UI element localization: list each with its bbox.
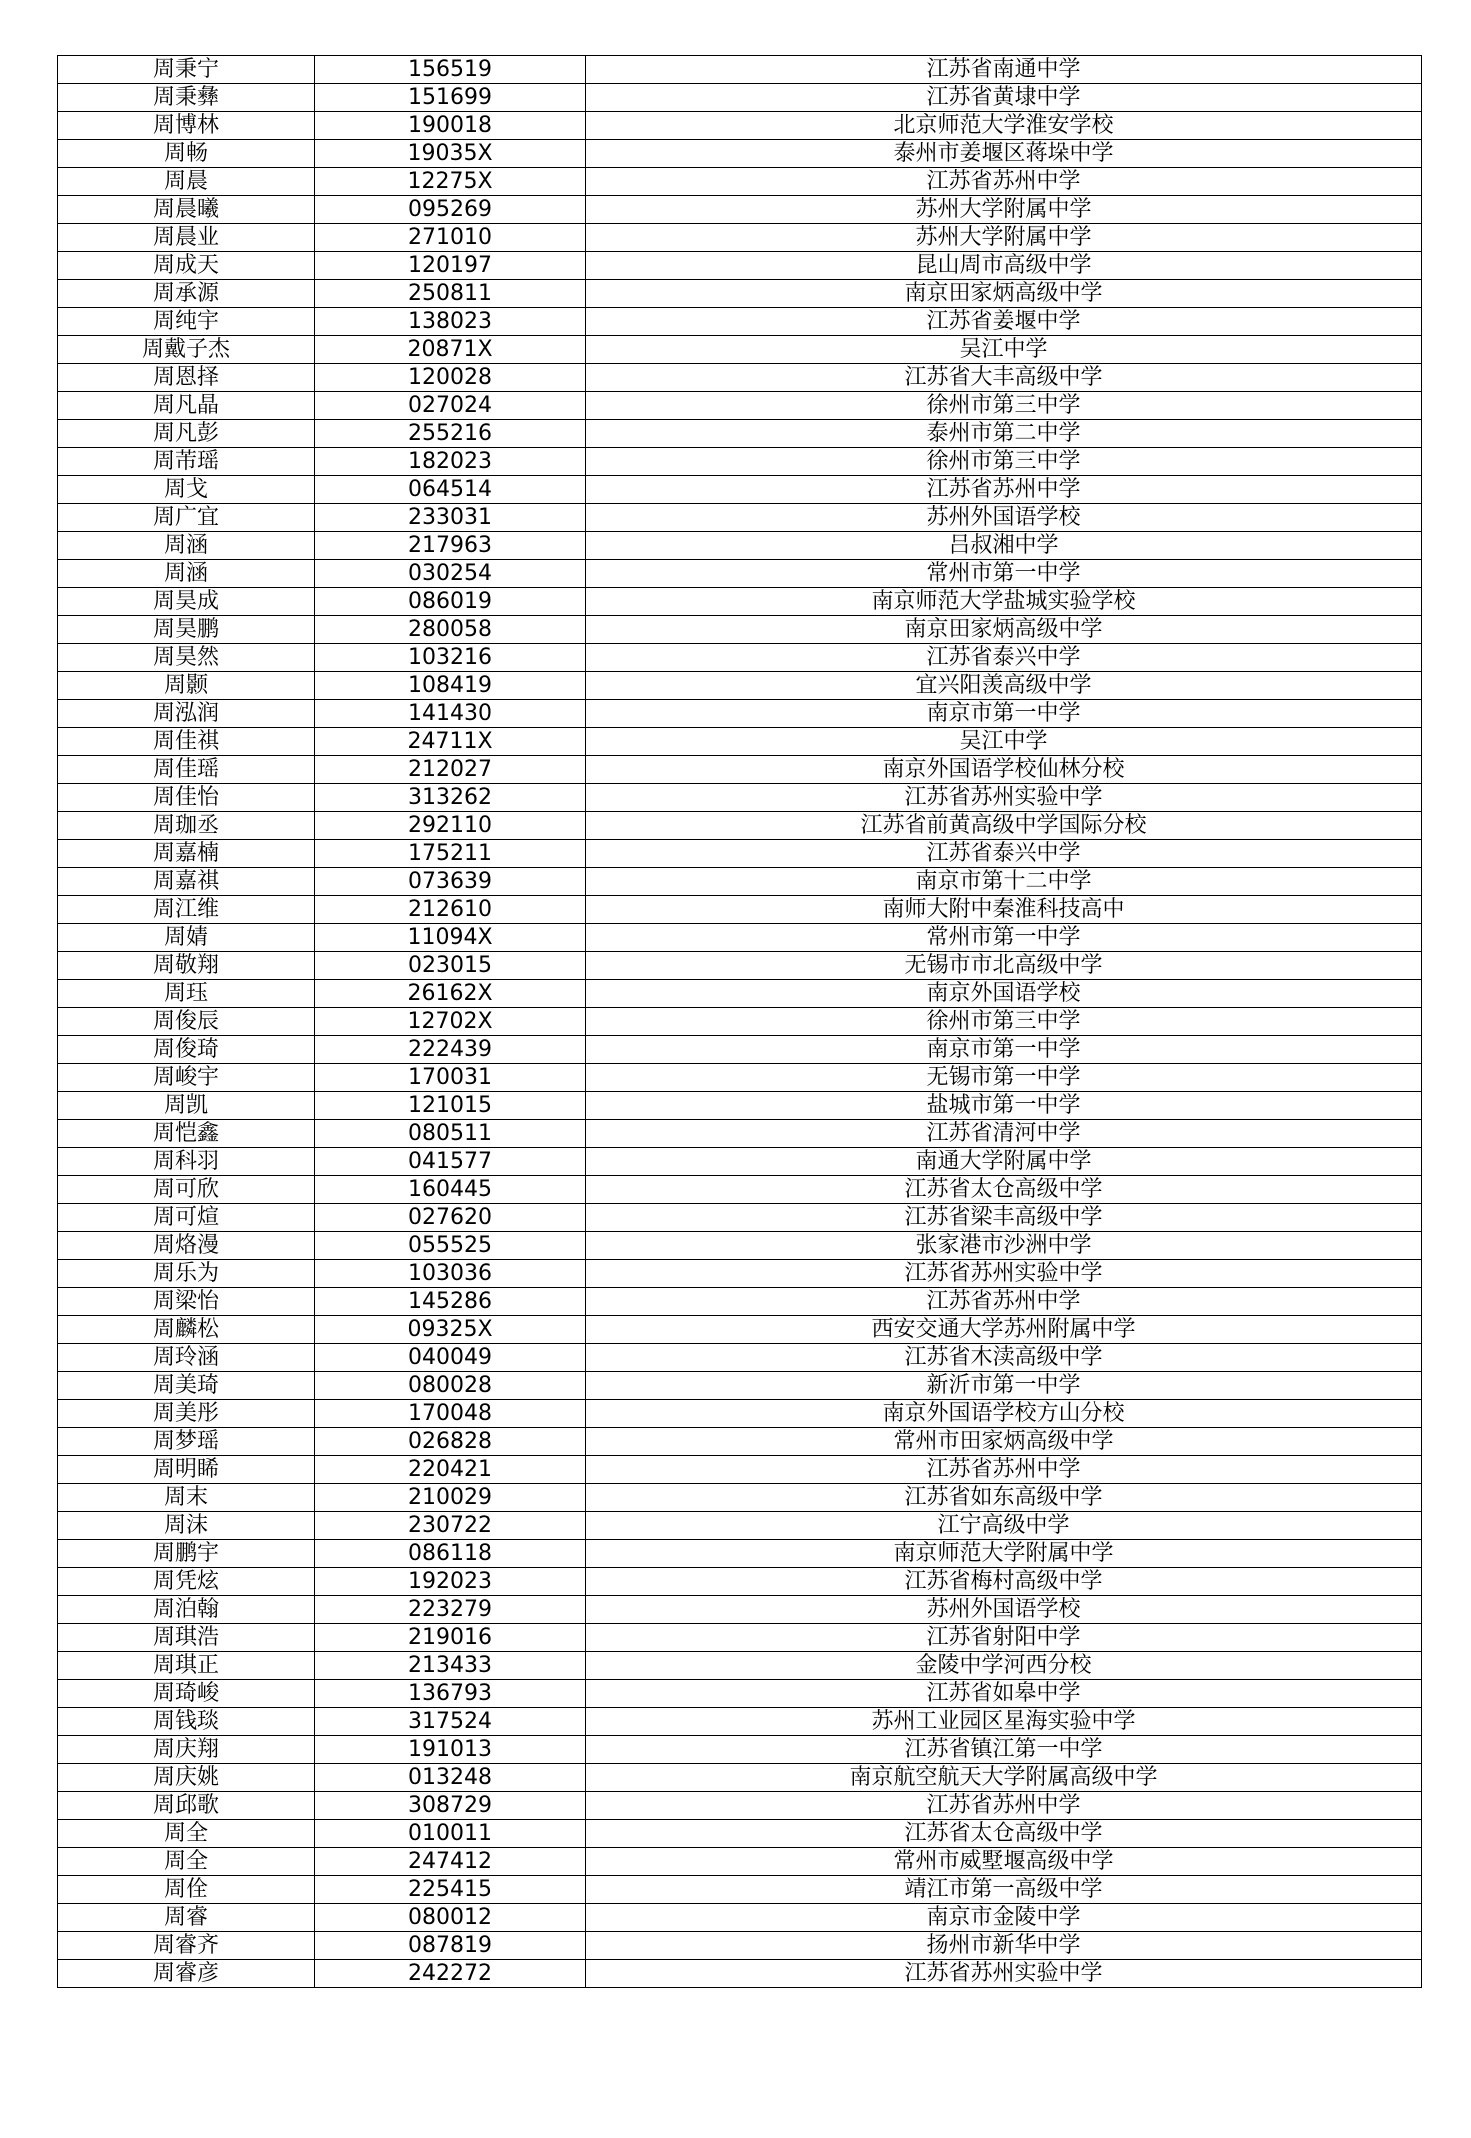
- school-name-cell: 靖江市第一高级中学: [586, 1876, 1422, 1904]
- table-row: [58, 1764, 1422, 1792]
- student-name-cell: 周泊翰: [58, 1596, 315, 1624]
- student-name-cell: 周庆翔: [58, 1736, 315, 1764]
- student-name-cell: 周可欣: [58, 1176, 315, 1204]
- student-name-cell: 周麟松: [58, 1316, 315, 1344]
- student-id-cell: 225415: [315, 1876, 586, 1904]
- school-name-cell: 江苏省泰兴中学: [586, 840, 1422, 868]
- student-id-cell: 141430: [315, 700, 586, 728]
- table-row: [58, 168, 1422, 196]
- table-row: [58, 420, 1422, 448]
- student-id-cell: 108419: [315, 672, 586, 700]
- student-id-cell: 120197: [315, 252, 586, 280]
- table-row: [58, 1204, 1422, 1232]
- table-row: [58, 280, 1422, 308]
- school-name-cell: 南京师范大学附属中学: [586, 1540, 1422, 1568]
- table-row: [58, 1708, 1422, 1736]
- student-id-cell: 136793: [315, 1680, 586, 1708]
- school-name-cell: 江苏省苏州实验中学: [586, 784, 1422, 812]
- table-row: [58, 1904, 1422, 1932]
- student-name-cell: 周珏: [58, 980, 315, 1008]
- student-id-cell: 121015: [315, 1092, 586, 1120]
- table-row: [58, 868, 1422, 896]
- table-row: [58, 1876, 1422, 1904]
- student-name-cell: 周琦峻: [58, 1680, 315, 1708]
- table-row: [58, 1372, 1422, 1400]
- table-row: [58, 980, 1422, 1008]
- table-row: [58, 1344, 1422, 1372]
- school-name-cell: 吴江中学: [586, 728, 1422, 756]
- student-id-cell: 064514: [315, 476, 586, 504]
- student-name-cell: 周邱歌: [58, 1792, 315, 1820]
- student-id-cell: 080028: [315, 1372, 586, 1400]
- school-name-cell: 江苏省苏州中学: [586, 1456, 1422, 1484]
- student-name-cell: 周梦瑶: [58, 1428, 315, 1456]
- student-name-cell: 周恩择: [58, 364, 315, 392]
- student-id-cell: 182023: [315, 448, 586, 476]
- student-name-cell: 周戴子杰: [58, 336, 315, 364]
- student-id-cell: 026828: [315, 1428, 586, 1456]
- student-name-cell: 周峻宇: [58, 1064, 315, 1092]
- student-name-cell: 周恺鑫: [58, 1120, 315, 1148]
- student-id-cell: 175211: [315, 840, 586, 868]
- table-row: [58, 1568, 1422, 1596]
- table-row: [58, 616, 1422, 644]
- student-id-cell: 191013: [315, 1736, 586, 1764]
- student-id-cell: 138023: [315, 308, 586, 336]
- student-id-cell: 317524: [315, 1708, 586, 1736]
- school-name-cell: 江苏省大丰高级中学: [586, 364, 1422, 392]
- student-name-cell: 周凭炫: [58, 1568, 315, 1596]
- student-id-cell: 26162X: [315, 980, 586, 1008]
- table-row: [58, 1596, 1422, 1624]
- table-row: [58, 1512, 1422, 1540]
- school-name-cell: 吕叔湘中学: [586, 532, 1422, 560]
- student-name-cell: 周睿: [58, 1904, 315, 1932]
- school-name-cell: 苏州外国语学校: [586, 504, 1422, 532]
- student-id-cell: 219016: [315, 1624, 586, 1652]
- student-name-cell: 周佳祺: [58, 728, 315, 756]
- school-name-cell: 南京市第一中学: [586, 700, 1422, 728]
- student-name-cell: 周成天: [58, 252, 315, 280]
- school-name-cell: 江苏省太仓高级中学: [586, 1176, 1422, 1204]
- student-name-cell: 周睿彦: [58, 1960, 315, 1988]
- student-id-cell: 223279: [315, 1596, 586, 1624]
- table-row: [58, 1092, 1422, 1120]
- table-row: [58, 840, 1422, 868]
- student-id-cell: 055525: [315, 1232, 586, 1260]
- student-name-cell: 周琪浩: [58, 1624, 315, 1652]
- school-name-cell: 无锡市市北高级中学: [586, 952, 1422, 980]
- student-name-cell: 周凯: [58, 1092, 315, 1120]
- school-name-cell: 苏州大学附属中学: [586, 196, 1422, 224]
- student-id-cell: 09325X: [315, 1316, 586, 1344]
- student-name-cell: 周纯宇: [58, 308, 315, 336]
- school-name-cell: 南京田家炳高级中学: [586, 616, 1422, 644]
- table-row: [58, 364, 1422, 392]
- student-name-cell: 周涵: [58, 560, 315, 588]
- student-name-cell: 周末: [58, 1484, 315, 1512]
- student-name-cell: 周昊成: [58, 588, 315, 616]
- student-id-cell: 212027: [315, 756, 586, 784]
- table-row: [58, 1624, 1422, 1652]
- table-row: [58, 1652, 1422, 1680]
- school-name-cell: 新沂市第一中学: [586, 1372, 1422, 1400]
- table-row: [58, 1400, 1422, 1428]
- student-name-cell: 周嘉祺: [58, 868, 315, 896]
- school-name-cell: 南京市第一中学: [586, 1036, 1422, 1064]
- student-id-cell: 271010: [315, 224, 586, 252]
- student-id-cell: 041577: [315, 1148, 586, 1176]
- table-row: [58, 1484, 1422, 1512]
- student-name-cell: 周佺: [58, 1876, 315, 1904]
- student-name-cell: 周明睎: [58, 1456, 315, 1484]
- school-name-cell: 南京外国语学校仙林分校: [586, 756, 1422, 784]
- student-name-cell: 周昊然: [58, 644, 315, 672]
- table-row: [58, 1456, 1422, 1484]
- school-name-cell: 江苏省木渎高级中学: [586, 1344, 1422, 1372]
- school-name-cell: 江苏省苏州中学: [586, 476, 1422, 504]
- student-name-cell: 周敬翔: [58, 952, 315, 980]
- school-name-cell: 泰州市姜堰区蒋垛中学: [586, 140, 1422, 168]
- school-name-cell: 江宁高级中学: [586, 1512, 1422, 1540]
- student-id-cell: 103036: [315, 1260, 586, 1288]
- table-row: [58, 1064, 1422, 1092]
- table-row: [58, 448, 1422, 476]
- school-name-cell: 泰州市第二中学: [586, 420, 1422, 448]
- table-row: [58, 728, 1422, 756]
- school-name-cell: 江苏省如东高级中学: [586, 1484, 1422, 1512]
- table-row: [58, 1932, 1422, 1960]
- student-id-cell: 086118: [315, 1540, 586, 1568]
- school-name-cell: 常州市威墅堰高级中学: [586, 1848, 1422, 1876]
- school-name-cell: 昆山周市高级中学: [586, 252, 1422, 280]
- school-name-cell: 北京师范大学淮安学校: [586, 112, 1422, 140]
- table-row: [58, 700, 1422, 728]
- table-row: [58, 476, 1422, 504]
- school-name-cell: 苏州工业园区星海实验中学: [586, 1708, 1422, 1736]
- student-name-cell: 周婧: [58, 924, 315, 952]
- table-row: [58, 1540, 1422, 1568]
- student-name-cell: 周涵: [58, 532, 315, 560]
- table-row: [58, 672, 1422, 700]
- student-id-cell: 213433: [315, 1652, 586, 1680]
- student-name-cell: 周全: [58, 1848, 315, 1876]
- student-name-cell: 周昊鹏: [58, 616, 315, 644]
- student-name-cell: 周晨业: [58, 224, 315, 252]
- student-name-cell: 周俊琦: [58, 1036, 315, 1064]
- table-row: [58, 1316, 1422, 1344]
- student-id-cell: 080511: [315, 1120, 586, 1148]
- student-id-cell: 040049: [315, 1344, 586, 1372]
- student-name-cell: 周科羽: [58, 1148, 315, 1176]
- student-id-cell: 103216: [315, 644, 586, 672]
- school-name-cell: 苏州外国语学校: [586, 1596, 1422, 1624]
- student-name-cell: 周沫: [58, 1512, 315, 1540]
- student-name-cell: 周可煊: [58, 1204, 315, 1232]
- table-row: [58, 560, 1422, 588]
- table-row: [58, 1680, 1422, 1708]
- school-name-cell: 南京外国语学校方山分校: [586, 1400, 1422, 1428]
- student-id-cell: 027620: [315, 1204, 586, 1232]
- school-name-cell: 江苏省泰兴中学: [586, 644, 1422, 672]
- table-row: [58, 1260, 1422, 1288]
- student-name-cell: 周秉彝: [58, 84, 315, 112]
- school-name-cell: 常州市第一中学: [586, 560, 1422, 588]
- table-row: [58, 952, 1422, 980]
- table-row: [58, 1736, 1422, 1764]
- student-id-cell: 20871X: [315, 336, 586, 364]
- school-name-cell: 江苏省姜堰中学: [586, 308, 1422, 336]
- school-name-cell: 金陵中学河西分校: [586, 1652, 1422, 1680]
- school-name-cell: 徐州市第三中学: [586, 448, 1422, 476]
- student-name-cell: 周畅: [58, 140, 315, 168]
- school-name-cell: 江苏省苏州实验中学: [586, 1260, 1422, 1288]
- school-name-cell: 张家港市沙洲中学: [586, 1232, 1422, 1260]
- student-name-cell: 周泓润: [58, 700, 315, 728]
- student-id-cell: 313262: [315, 784, 586, 812]
- student-id-cell: 010011: [315, 1820, 586, 1848]
- student-name-cell: 周博林: [58, 112, 315, 140]
- roster-table-body: [58, 56, 1422, 1988]
- school-name-cell: 盐城市第一中学: [586, 1092, 1422, 1120]
- school-name-cell: 江苏省镇江第一中学: [586, 1736, 1422, 1764]
- school-name-cell: 南京航空航天大学附属高级中学: [586, 1764, 1422, 1792]
- table-row: [58, 336, 1422, 364]
- student-id-cell: 095269: [315, 196, 586, 224]
- table-row: [58, 1036, 1422, 1064]
- student-name-cell: 周鹏宇: [58, 1540, 315, 1568]
- school-name-cell: 常州市田家炳高级中学: [586, 1428, 1422, 1456]
- table-row: [58, 1148, 1422, 1176]
- table-row: [58, 756, 1422, 784]
- school-name-cell: 江苏省黄埭中学: [586, 84, 1422, 112]
- student-name-cell: 周颢: [58, 672, 315, 700]
- student-name-cell: 周睿齐: [58, 1932, 315, 1960]
- student-name-cell: 周晨曦: [58, 196, 315, 224]
- student-id-cell: 242272: [315, 1960, 586, 1988]
- school-name-cell: 南京市第十二中学: [586, 868, 1422, 896]
- student-id-cell: 19035X: [315, 140, 586, 168]
- student-id-cell: 230722: [315, 1512, 586, 1540]
- school-name-cell: 无锡市第一中学: [586, 1064, 1422, 1092]
- student-name-cell: 周广宜: [58, 504, 315, 532]
- student-id-cell: 190018: [315, 112, 586, 140]
- table-row: [58, 924, 1422, 952]
- student-name-cell: 周佳怡: [58, 784, 315, 812]
- student-id-cell: 220421: [315, 1456, 586, 1484]
- student-name-cell: 周乐为: [58, 1260, 315, 1288]
- student-id-cell: 080012: [315, 1904, 586, 1932]
- student-name-cell: 周秉宁: [58, 56, 315, 84]
- table-row: [58, 56, 1422, 84]
- school-name-cell: 江苏省前黄高级中学国际分校: [586, 812, 1422, 840]
- school-name-cell: 南京市金陵中学: [586, 1904, 1422, 1932]
- table-row: [58, 1176, 1422, 1204]
- student-id-cell: 247412: [315, 1848, 586, 1876]
- table-row: [58, 392, 1422, 420]
- table-row: [58, 224, 1422, 252]
- school-name-cell: 吴江中学: [586, 336, 1422, 364]
- student-name-cell: 周琪正: [58, 1652, 315, 1680]
- student-name-cell: 周凡彭: [58, 420, 315, 448]
- table-row: [58, 784, 1422, 812]
- student-name-cell: 周梁怡: [58, 1288, 315, 1316]
- student-id-cell: 250811: [315, 280, 586, 308]
- school-name-cell: 江苏省射阳中学: [586, 1624, 1422, 1652]
- roster-table: [57, 55, 1422, 1988]
- school-name-cell: 南京外国语学校: [586, 980, 1422, 1008]
- student-name-cell: 周江维: [58, 896, 315, 924]
- table-row: [58, 1428, 1422, 1456]
- school-name-cell: 江苏省南通中学: [586, 56, 1422, 84]
- table-row: [58, 252, 1422, 280]
- table-row: [58, 140, 1422, 168]
- student-id-cell: 027024: [315, 392, 586, 420]
- school-name-cell: 江苏省如皋中学: [586, 1680, 1422, 1708]
- student-name-cell: 周玲涵: [58, 1344, 315, 1372]
- school-name-cell: 江苏省清河中学: [586, 1120, 1422, 1148]
- student-name-cell: 周烙漫: [58, 1232, 315, 1260]
- table-row: [58, 1960, 1422, 1988]
- table-row: [58, 1820, 1422, 1848]
- table-row: [58, 1288, 1422, 1316]
- school-name-cell: 扬州市新华中学: [586, 1932, 1422, 1960]
- table-row: [58, 84, 1422, 112]
- school-name-cell: 宜兴阳羡高级中学: [586, 672, 1422, 700]
- student-name-cell: 周嘉楠: [58, 840, 315, 868]
- school-name-cell: 江苏省苏州中学: [586, 1792, 1422, 1820]
- table-row: [58, 896, 1422, 924]
- student-name-cell: 周戈: [58, 476, 315, 504]
- student-id-cell: 160445: [315, 1176, 586, 1204]
- school-name-cell: 西安交通大学苏州附属中学: [586, 1316, 1422, 1344]
- table-row: [58, 644, 1422, 672]
- school-name-cell: 南通大学附属中学: [586, 1148, 1422, 1176]
- table-row: [58, 532, 1422, 560]
- school-name-cell: 徐州市第三中学: [586, 1008, 1422, 1036]
- student-id-cell: 023015: [315, 952, 586, 980]
- student-id-cell: 217963: [315, 532, 586, 560]
- student-name-cell: 周承源: [58, 280, 315, 308]
- student-id-cell: 12275X: [315, 168, 586, 196]
- student-id-cell: 013248: [315, 1764, 586, 1792]
- table-row: [58, 1848, 1422, 1876]
- student-name-cell: 周晨: [58, 168, 315, 196]
- student-id-cell: 210029: [315, 1484, 586, 1512]
- school-name-cell: 南师大附中秦淮科技高中: [586, 896, 1422, 924]
- table-row: [58, 1008, 1422, 1036]
- table-row: [58, 504, 1422, 532]
- student-id-cell: 030254: [315, 560, 586, 588]
- school-name-cell: 江苏省苏州中学: [586, 1288, 1422, 1316]
- student-id-cell: 192023: [315, 1568, 586, 1596]
- student-name-cell: 周凡晶: [58, 392, 315, 420]
- student-id-cell: 308729: [315, 1792, 586, 1820]
- school-name-cell: 江苏省苏州实验中学: [586, 1960, 1422, 1988]
- table-row: [58, 112, 1422, 140]
- school-name-cell: 江苏省梅村高级中学: [586, 1568, 1422, 1596]
- student-id-cell: 212610: [315, 896, 586, 924]
- student-id-cell: 087819: [315, 1932, 586, 1960]
- school-name-cell: 南京师范大学盐城实验学校: [586, 588, 1422, 616]
- student-name-cell: 周庆姚: [58, 1764, 315, 1792]
- student-name-cell: 周全: [58, 1820, 315, 1848]
- school-name-cell: 苏州大学附属中学: [586, 224, 1422, 252]
- table-row: [58, 812, 1422, 840]
- student-name-cell: 周珈丞: [58, 812, 315, 840]
- student-id-cell: 233031: [315, 504, 586, 532]
- school-name-cell: 南京田家炳高级中学: [586, 280, 1422, 308]
- school-name-cell: 江苏省太仓高级中学: [586, 1820, 1422, 1848]
- student-name-cell: 周美琦: [58, 1372, 315, 1400]
- student-id-cell: 151699: [315, 84, 586, 112]
- school-name-cell: 江苏省梁丰高级中学: [586, 1204, 1422, 1232]
- student-id-cell: 156519: [315, 56, 586, 84]
- school-name-cell: 常州市第一中学: [586, 924, 1422, 952]
- student-name-cell: 周佳瑶: [58, 756, 315, 784]
- table-row: [58, 1120, 1422, 1148]
- student-id-cell: 086019: [315, 588, 586, 616]
- table-row: [58, 196, 1422, 224]
- student-id-cell: 145286: [315, 1288, 586, 1316]
- table-row: [58, 308, 1422, 336]
- student-id-cell: 170048: [315, 1400, 586, 1428]
- student-id-cell: 24711X: [315, 728, 586, 756]
- student-id-cell: 11094X: [315, 924, 586, 952]
- student-id-cell: 292110: [315, 812, 586, 840]
- student-id-cell: 073639: [315, 868, 586, 896]
- student-id-cell: 12702X: [315, 1008, 586, 1036]
- student-name-cell: 周钱琰: [58, 1708, 315, 1736]
- table-row: [58, 1232, 1422, 1260]
- student-name-cell: 周美彤: [58, 1400, 315, 1428]
- student-id-cell: 255216: [315, 420, 586, 448]
- table-row: [58, 1792, 1422, 1820]
- student-id-cell: 222439: [315, 1036, 586, 1064]
- school-name-cell: 徐州市第三中学: [586, 392, 1422, 420]
- student-id-cell: 280058: [315, 616, 586, 644]
- school-name-cell: 江苏省苏州中学: [586, 168, 1422, 196]
- student-name-cell: 周俊辰: [58, 1008, 315, 1036]
- student-id-cell: 170031: [315, 1064, 586, 1092]
- table-row: [58, 588, 1422, 616]
- student-name-cell: 周芾瑶: [58, 448, 315, 476]
- student-id-cell: 120028: [315, 364, 586, 392]
